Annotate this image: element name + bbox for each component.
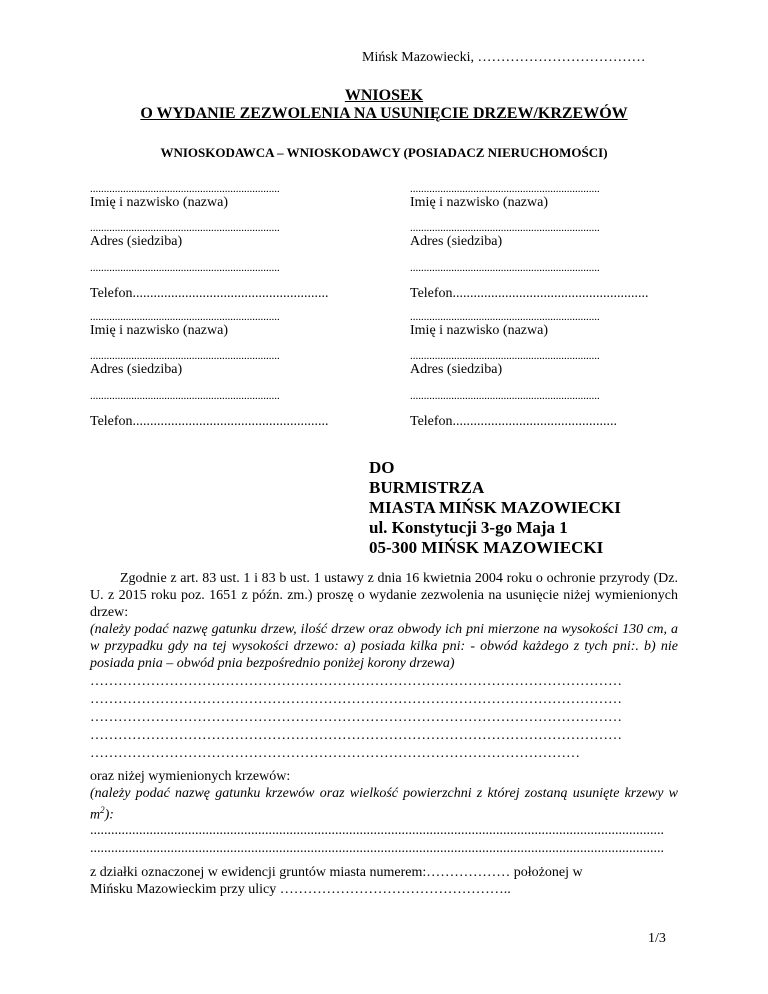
trees-fill-line[interactable]: …………………………………………………………………………………………………… xyxy=(90,692,622,707)
shrubs-fill-line[interactable]: .................................................................................................................................................................... xyxy=(90,823,664,838)
trees-fill-line[interactable]: …………………………………………………………………………………………………… xyxy=(90,728,622,743)
dotted-line[interactable]: ..................................................................... xyxy=(410,390,600,402)
dotted-line[interactable]: ..................................................................... xyxy=(410,262,600,274)
dotted-line[interactable]: ..................................................................... xyxy=(90,350,280,362)
page-number: 1/3 xyxy=(648,931,666,946)
dotted-line[interactable]: ..................................................................... xyxy=(410,183,600,195)
shrubs-instruction: (należy podać nazwę gatunku krzewów oraz wielkość powierzchni z której zostaną usunięte krzewy w $m^2$): xyxy=(90,786,678,823)
addressee-line: MIASTA MIŃSK MAZOWIECKI xyxy=(369,498,621,517)
place-date: Mińsk Mazowiecki, ……………………………… xyxy=(362,50,646,65)
phone-label[interactable]: Telefon........................................................ xyxy=(90,414,329,429)
dotted-line[interactable]: ..................................................................... xyxy=(90,311,280,323)
shrubs-fill-line[interactable]: .................................................................................................................................................................... xyxy=(90,841,664,856)
dotted-line[interactable]: ..................................................................... xyxy=(410,311,600,323)
plot-line: z działki oznaczonej w ewidencji gruntów miasta numerem:……………… położonej w xyxy=(90,865,583,880)
phone-label[interactable]: Telefon............................................... xyxy=(410,414,618,429)
trees-instruction: (należy podać nazwę gatunku drzew, ilość drzew oraz obwody ich pni mierzone na wysokości 130 cm, a w przypadku gdy na tej wysokości drzewo: a) posiada kilka pni: - obwód każdego z tych pni:. b) nie posiada pnia – obwód pnia bezpośrednio poniżej korony drzewa) xyxy=(90,622,678,671)
name-label: Imię i nazwisko (nazwa) xyxy=(90,323,228,338)
dotted-line[interactable]: ..................................................................... xyxy=(90,183,280,195)
dotted-line[interactable]: ..................................................................... xyxy=(90,262,280,274)
addressee-line: ul. Konstytucji 3-go Maja 1 xyxy=(369,518,568,537)
form-subtitle: O WYDANIE ZEZWOLENIA NA USUNIĘCIE DRZEW/KRZEWÓW xyxy=(140,105,628,122)
phone-label[interactable]: Telefon........................................................ xyxy=(90,286,329,301)
address-label: Adres (siedziba) xyxy=(410,362,503,377)
trees-fill-line[interactable]: …………………………………………………………………………………………………… xyxy=(90,674,622,689)
dotted-line[interactable]: ..................................................................... xyxy=(410,350,600,362)
applicant-heading: WNIOSKODAWCA – WNIOSKODAWCY (POSIADACZ NIERUCHOMOŚCI) xyxy=(160,145,608,160)
address-label: Adres (siedziba) xyxy=(90,234,183,249)
request-text: Zgodnie z art. 83 ust. 1 i 83 b ust. 1 ustawy z dnia 16 kwietnia 2004 roku o ochronie przyrody (Dz. U. z 2015 roku poz. 1651 z późn. zm.) proszę o wydanie zezwolenia na usunięcie niżej wymienionych drzew: xyxy=(90,571,678,620)
phone-label[interactable]: Telefon........................................................ xyxy=(410,286,649,301)
name-label: Imię i nazwisko (nazwa) xyxy=(410,195,548,210)
plot-street-line: Mińsku Mazowieckim przy ulicy ………………………………………….. xyxy=(90,882,511,897)
dotted-line[interactable]: ..................................................................... xyxy=(90,222,280,234)
address-label: Adres (siedziba) xyxy=(90,362,183,377)
dotted-line[interactable]: ..................................................................... xyxy=(90,390,280,402)
name-label: Imię i nazwisko (nazwa) xyxy=(90,195,228,210)
addressee-line: BURMISTRZA xyxy=(369,478,485,497)
addressee-line: 05-300 MIŃSK MAZOWIECKI xyxy=(369,538,604,557)
dotted-line[interactable]: ..................................................................... xyxy=(410,222,600,234)
form-title: WNIOSEK xyxy=(344,87,424,104)
trees-fill-line[interactable]: …………………………………………………………………………………………… xyxy=(90,746,580,761)
addressee-line: DO xyxy=(369,458,395,477)
name-label: Imię i nazwisko (nazwa) xyxy=(410,323,548,338)
shrubs-intro: oraz niżej wymienionych krzewów: xyxy=(90,769,291,784)
trees-fill-line[interactable]: …………………………………………………………………………………………………… xyxy=(90,710,622,725)
address-label: Adres (siedziba) xyxy=(410,234,503,249)
